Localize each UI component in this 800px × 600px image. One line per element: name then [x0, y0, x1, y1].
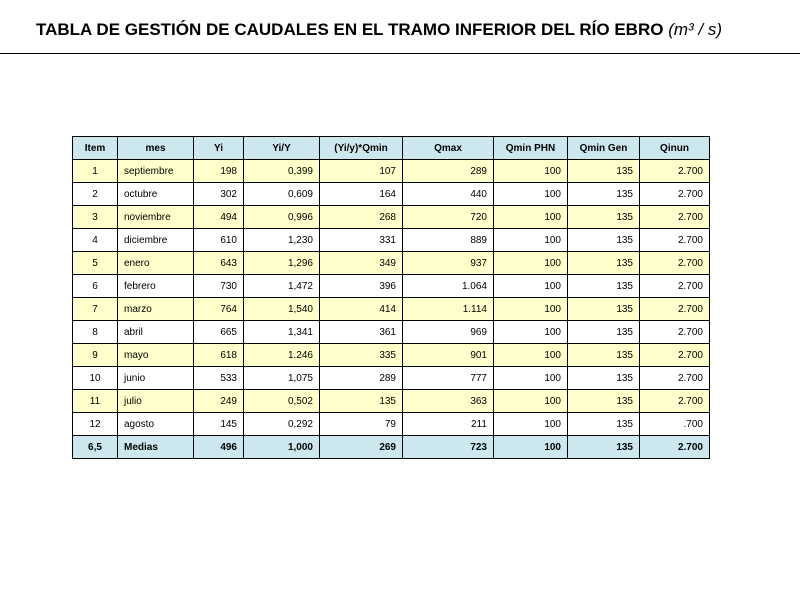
table-cell: 100: [494, 206, 568, 229]
table-cell: 349: [320, 252, 403, 275]
title-main: TABLA DE GESTIÓN DE CAUDALES EN EL TRAMO INFERIOR DEL RÍO EBRO: [36, 20, 664, 39]
footer-cell: 135: [568, 436, 640, 459]
header-yi: Yi: [194, 137, 244, 160]
table-cell: diciembre: [118, 229, 194, 252]
table-cell: 135: [568, 413, 640, 436]
table-cell: 0,292: [244, 413, 320, 436]
table-cell: 2.700: [640, 229, 710, 252]
table-cell: 0,502: [244, 390, 320, 413]
table-cell: 289: [320, 367, 403, 390]
table-cell: 135: [568, 160, 640, 183]
table-cell: 249: [194, 390, 244, 413]
table-cell: 1.114: [403, 298, 494, 321]
table-cell: 164: [320, 183, 403, 206]
table-cell: 2: [73, 183, 118, 206]
table-cell: 135: [568, 275, 640, 298]
table-cell: marzo: [118, 298, 194, 321]
table-cell: 8: [73, 321, 118, 344]
table-cell: 1: [73, 160, 118, 183]
table-cell: 211: [403, 413, 494, 436]
table-cell: 363: [403, 390, 494, 413]
table-cell: 618: [194, 344, 244, 367]
table-cell: 135: [320, 390, 403, 413]
table-row: [73, 183, 710, 206]
table-cell: 901: [403, 344, 494, 367]
table-cell: 100: [494, 321, 568, 344]
header-item: Item: [73, 137, 118, 160]
table-cell: 1,341: [244, 321, 320, 344]
table-cell: 268: [320, 206, 403, 229]
table-row: [73, 367, 710, 390]
table-cell: 135: [568, 367, 640, 390]
table-cell: 0,996: [244, 206, 320, 229]
table-cell: 1,540: [244, 298, 320, 321]
table-cell: 2.700: [640, 321, 710, 344]
table-cell: 100: [494, 367, 568, 390]
table-cell: 135: [568, 298, 640, 321]
table-cell: 414: [320, 298, 403, 321]
table-cell: 331: [320, 229, 403, 252]
table-cell: 145: [194, 413, 244, 436]
table-cell: 2.700: [640, 206, 710, 229]
footer-cell: 496: [194, 436, 244, 459]
table-cell: 533: [194, 367, 244, 390]
table-cell: 100: [494, 160, 568, 183]
table-cell: 2.700: [640, 367, 710, 390]
flow-management-table: [72, 136, 710, 459]
header-qmin-gen: Qmin Gen: [568, 137, 640, 160]
table-cell: 79: [320, 413, 403, 436]
table-cell: 107: [320, 160, 403, 183]
table-cell: 10: [73, 367, 118, 390]
table-cell: 135: [568, 321, 640, 344]
table-cell: 440: [403, 183, 494, 206]
table-cell: 2.700: [640, 275, 710, 298]
table-cell: noviembre: [118, 206, 194, 229]
table-cell: 135: [568, 229, 640, 252]
table-cell: 1,472: [244, 275, 320, 298]
table-cell: mayo: [118, 344, 194, 367]
table-row: [73, 160, 710, 183]
table-cell: 289: [403, 160, 494, 183]
table-cell: 198: [194, 160, 244, 183]
table-cell: 4: [73, 229, 118, 252]
table-cell: 2.700: [640, 252, 710, 275]
table-cell: 5: [73, 252, 118, 275]
table-cell: 135: [568, 252, 640, 275]
table-cell: .700: [640, 413, 710, 436]
table-cell: 135: [568, 206, 640, 229]
table-cell: 11: [73, 390, 118, 413]
table-row: [73, 298, 710, 321]
table-row: [73, 390, 710, 413]
table-cell: 643: [194, 252, 244, 275]
table-cell: 135: [568, 183, 640, 206]
table-cell: 1,230: [244, 229, 320, 252]
table-cell: 302: [194, 183, 244, 206]
table-cell: 494: [194, 206, 244, 229]
table-cell: octubre: [118, 183, 194, 206]
table-cell: 2.700: [640, 344, 710, 367]
footer-cell: Medias: [118, 436, 194, 459]
table-cell: 100: [494, 298, 568, 321]
table-cell: 889: [403, 229, 494, 252]
table-cell: 12: [73, 413, 118, 436]
footer-cell: 1,000: [244, 436, 320, 459]
table-cell: 6: [73, 275, 118, 298]
table-cell: abril: [118, 321, 194, 344]
table-cell: 1.246: [244, 344, 320, 367]
footer-cell: 6,5: [73, 436, 118, 459]
table-cell: 335: [320, 344, 403, 367]
table-row: [73, 321, 710, 344]
table-cell: 100: [494, 390, 568, 413]
table-cell: 1.064: [403, 275, 494, 298]
table-cell: 0,399: [244, 160, 320, 183]
table-cell: 9: [73, 344, 118, 367]
table-cell: 3: [73, 206, 118, 229]
table-cell: 2.700: [640, 298, 710, 321]
table-cell: 777: [403, 367, 494, 390]
header-yi-y-qmin: (Yi/y)*Qmin: [320, 137, 403, 160]
table-cell: 665: [194, 321, 244, 344]
table-cell: 937: [403, 252, 494, 275]
table-cell: 100: [494, 344, 568, 367]
table-row: [73, 206, 710, 229]
table-cell: 100: [494, 229, 568, 252]
header-qmax: Qmax: [403, 137, 494, 160]
header-mes: mes: [118, 137, 194, 160]
header-yi-y: Yi/Y: [244, 137, 320, 160]
table-row: [73, 275, 710, 298]
table-cell: 100: [494, 183, 568, 206]
table-cell: 135: [568, 344, 640, 367]
footer-cell: 269: [320, 436, 403, 459]
table-row: [73, 413, 710, 436]
table-cell: 396: [320, 275, 403, 298]
table-cell: 969: [403, 321, 494, 344]
table-cell: febrero: [118, 275, 194, 298]
table-cell: 1,296: [244, 252, 320, 275]
table-row: [73, 252, 710, 275]
header-qmin-phn: Qmin PHN: [494, 137, 568, 160]
table-footer-row: [73, 436, 710, 459]
table-cell: junio: [118, 367, 194, 390]
title-unit: (m³ / s): [668, 20, 723, 39]
page-title: [36, 20, 722, 40]
table-cell: 7: [73, 298, 118, 321]
table-cell: 100: [494, 275, 568, 298]
table-cell: 135: [568, 390, 640, 413]
footer-cell: 100: [494, 436, 568, 459]
header-qinun: Qinun: [640, 137, 710, 160]
table-row: [73, 229, 710, 252]
table-cell: 720: [403, 206, 494, 229]
table-cell: julio: [118, 390, 194, 413]
table-cell: 0,609: [244, 183, 320, 206]
table-cell: 2.700: [640, 183, 710, 206]
table-cell: 610: [194, 229, 244, 252]
table-cell: agosto: [118, 413, 194, 436]
table-cell: enero: [118, 252, 194, 275]
table-cell: septiembre: [118, 160, 194, 183]
table-cell: 2.700: [640, 390, 710, 413]
table-cell: 2.700: [640, 160, 710, 183]
table-cell: 361: [320, 321, 403, 344]
table-cell: 100: [494, 413, 568, 436]
footer-cell: 2.700: [640, 436, 710, 459]
table-cell: 100: [494, 252, 568, 275]
table-cell: 1,075: [244, 367, 320, 390]
table-cell: 764: [194, 298, 244, 321]
table-header-row: [73, 137, 710, 160]
footer-cell: 723: [403, 436, 494, 459]
table-cell: 730: [194, 275, 244, 298]
title-divider: [0, 53, 800, 54]
table-row: [73, 344, 710, 367]
